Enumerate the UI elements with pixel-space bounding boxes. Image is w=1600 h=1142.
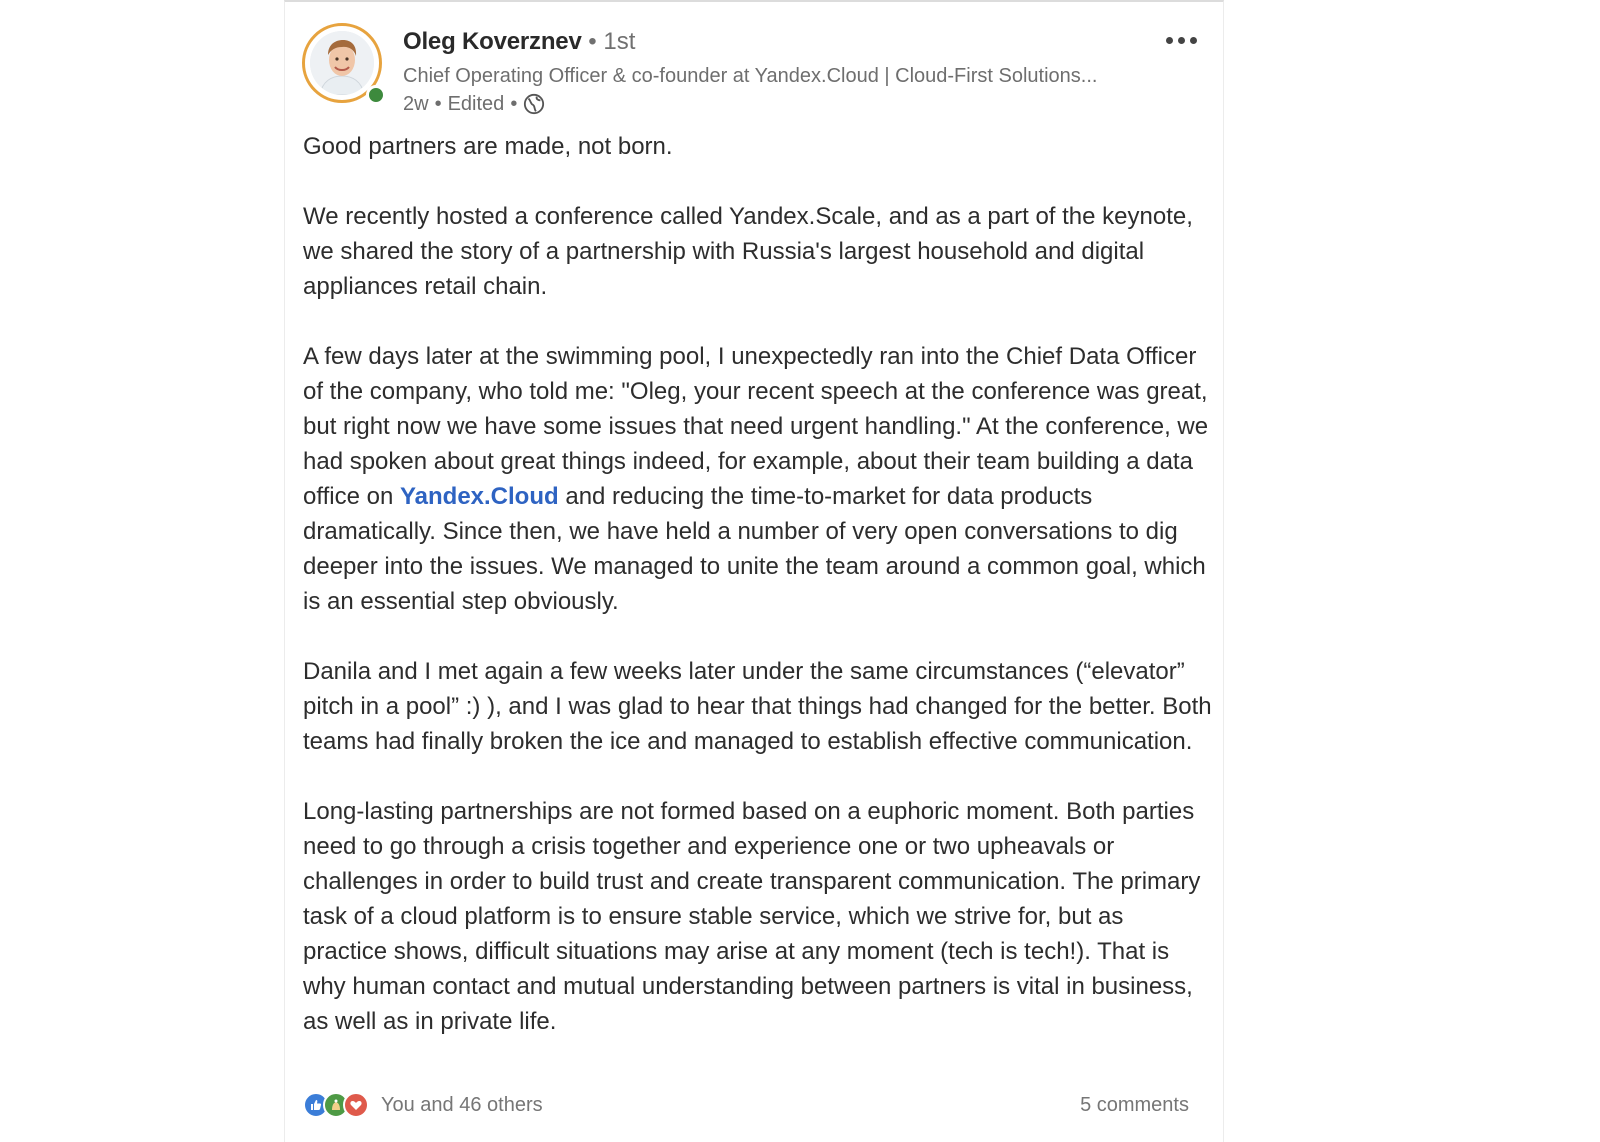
separator: • — [588, 28, 597, 55]
separator: • — [434, 93, 442, 115]
online-status-icon — [366, 85, 386, 105]
post-card — [284, 0, 1224, 1142]
author-avatar-ring[interactable] — [302, 23, 382, 103]
globe-icon — [523, 93, 545, 115]
post-paragraph: We recently hosted a conference called Yandex.Scale, and as a part of the keynote, we shared the story of a partnership with Russia's largest household and digital appliances retail chain. — [303, 203, 1193, 300]
author-line — [403, 26, 635, 58]
person-photo-icon — [310, 31, 374, 95]
post-time: 2w — [403, 93, 429, 115]
reactions-summary[interactable] — [303, 1092, 543, 1118]
edited-label: Edited — [447, 93, 505, 115]
avatar[interactable] — [310, 31, 374, 95]
separator: • — [510, 93, 518, 115]
paragraph-text: A few days later at the swimming pool, I unexpectedly ran into the Chief Data Officer of the company, who told me: "Oleg, your recent speech at the conference was great, but right now we have some issues that need urgent handling." At the conference, we had spoken about great things indeed, for example, about their team building a data office on — [303, 343, 1209, 510]
reactions-count[interactable]: You and 46 others — [381, 1093, 543, 1116]
post-paragraph: Good partners are made, not born. — [303, 133, 673, 160]
post-paragraph — [303, 339, 1213, 619]
more-horizontal-icon — [1166, 37, 1173, 44]
paragraph-text: and reducing the time-to-market for data products dramatically. Since then, we have held a number of very open conversations to dig deeper into the issues. We managed to unite the team around a common goal, which is an essential step obviously. — [303, 483, 1206, 615]
author-headline: Chief Operating Officer & co-founder at Yandex.Cloud | Cloud-First Solutions... — [403, 65, 1098, 87]
post-paragraph: Long-lasting partnerships are not formed based on a euphoric moment. Both parties need to go through a crisis together and experience one or two upheavals or challenges in order to build trust and create transparent communication. The primary task of a cloud platform is to ensure stable service, which we strive for, but as practice shows, difficult situations may arise at any moment (tech is tech!). That is why human contact and mutual understanding between partners is vital in business, as well as in private life. — [303, 798, 1201, 1035]
connection-degree: 1st — [603, 28, 636, 55]
company-mention-link[interactable]: Yandex.Cloud — [399, 483, 559, 510]
love-icon — [343, 1092, 369, 1118]
social-counts — [303, 1088, 1189, 1122]
post-meta — [403, 90, 545, 118]
comments-count[interactable]: 5 comments — [1080, 1093, 1189, 1116]
more-options-button[interactable] — [1159, 26, 1203, 54]
post-body — [303, 129, 1213, 1074]
post-paragraph: Danila and I met again a few weeks later under the same circumstances (“elevator” pitch in a pool” :) ), and I was glad to hear that things had changed for the better. Both teams had finally broken the ice and managed to establish effective communication. — [303, 658, 1212, 755]
author-name[interactable]: Oleg Koverznev — [403, 28, 582, 55]
